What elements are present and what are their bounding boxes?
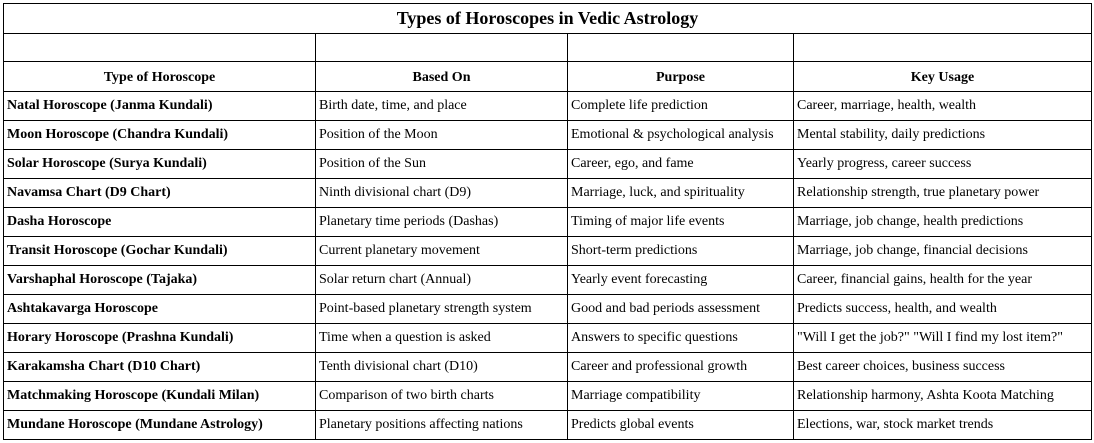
type-cell: Solar Horoscope (Surya Kundali)	[4, 150, 316, 179]
type-cell: Karakamsha Chart (D10 Chart)	[4, 353, 316, 382]
key-usage-cell: Marriage, job change, financial decisions	[794, 237, 1092, 266]
key-usage-cell: Predicts success, health, and wealth	[794, 295, 1092, 324]
purpose-cell: Marriage compatibility	[568, 382, 794, 411]
key-usage-cell: Relationship harmony, Ashta Koota Matching	[794, 382, 1092, 411]
table-row	[4, 92, 1092, 121]
key-usage-cell: Yearly progress, career success	[794, 150, 1092, 179]
key-usage-cell: Elections, war, stock market trends	[794, 411, 1092, 440]
based-on-cell: Ninth divisional chart (D9)	[316, 179, 568, 208]
header-type-of-horoscope: Type of Horoscope	[4, 62, 316, 92]
blank-cell	[568, 34, 794, 62]
header-purpose: Purpose	[568, 62, 794, 92]
title-row	[4, 4, 1092, 34]
type-cell: Dasha Horoscope	[4, 208, 316, 237]
based-on-cell: Time when a question is asked	[316, 324, 568, 353]
purpose-cell: Marriage, luck, and spirituality	[568, 179, 794, 208]
table-row	[4, 208, 1092, 237]
key-usage-cell: Relationship strength, true planetary power	[794, 179, 1092, 208]
purpose-cell: Short-term predictions	[568, 237, 794, 266]
purpose-cell: Timing of major life events	[568, 208, 794, 237]
header-row	[4, 62, 1092, 92]
table-row	[4, 179, 1092, 208]
type-cell: Mundane Horoscope (Mundane Astrology)	[4, 411, 316, 440]
table-row	[4, 324, 1092, 353]
table-row	[4, 266, 1092, 295]
type-cell: Varshaphal Horoscope (Tajaka)	[4, 266, 316, 295]
header-key-usage: Key Usage	[794, 62, 1092, 92]
table-row	[4, 150, 1092, 179]
type-cell: Navamsa Chart (D9 Chart)	[4, 179, 316, 208]
blank-cell	[794, 34, 1092, 62]
key-usage-cell: Marriage, job change, health predictions	[794, 208, 1092, 237]
purpose-cell: Good and bad periods assessment	[568, 295, 794, 324]
type-cell: Horary Horoscope (Prashna Kundali)	[4, 324, 316, 353]
blank-cell	[4, 34, 316, 62]
type-cell: Ashtakavarga Horoscope	[4, 295, 316, 324]
key-usage-cell: Best career choices, business success	[794, 353, 1092, 382]
table-row	[4, 295, 1092, 324]
table-title: Types of Horoscopes in Vedic Astrology	[4, 4, 1092, 34]
type-cell: Natal Horoscope (Janma Kundali)	[4, 92, 316, 121]
purpose-cell: Yearly event forecasting	[568, 266, 794, 295]
purpose-cell: Career and professional growth	[568, 353, 794, 382]
blank-cell	[316, 34, 568, 62]
table-row	[4, 353, 1092, 382]
type-cell: Transit Horoscope (Gochar Kundali)	[4, 237, 316, 266]
type-cell: Matchmaking Horoscope (Kundali Milan)	[4, 382, 316, 411]
purpose-cell: Career, ego, and fame	[568, 150, 794, 179]
based-on-cell: Tenth divisional chart (D10)	[316, 353, 568, 382]
based-on-cell: Point-based planetary strength system	[316, 295, 568, 324]
table-row	[4, 237, 1092, 266]
table-row	[4, 411, 1092, 440]
type-cell: Moon Horoscope (Chandra Kundali)	[4, 121, 316, 150]
horoscope-table-container	[3, 3, 1092, 440]
key-usage-cell: Mental stability, daily predictions	[794, 121, 1092, 150]
based-on-cell: Planetary positions affecting nations	[316, 411, 568, 440]
table-row	[4, 382, 1092, 411]
purpose-cell: Answers to specific questions	[568, 324, 794, 353]
based-on-cell: Planetary time periods (Dashas)	[316, 208, 568, 237]
horoscope-table	[3, 3, 1092, 440]
purpose-cell: Predicts global events	[568, 411, 794, 440]
purpose-cell: Emotional & psychological analysis	[568, 121, 794, 150]
purpose-cell: Complete life prediction	[568, 92, 794, 121]
key-usage-cell: Career, marriage, health, wealth	[794, 92, 1092, 121]
header-based-on: Based On	[316, 62, 568, 92]
key-usage-cell: Career, financial gains, health for the year	[794, 266, 1092, 295]
based-on-cell: Comparison of two birth charts	[316, 382, 568, 411]
blank-row	[4, 34, 1092, 62]
based-on-cell: Current planetary movement	[316, 237, 568, 266]
based-on-cell: Birth date, time, and place	[316, 92, 568, 121]
based-on-cell: Position of the Moon	[316, 121, 568, 150]
table-row	[4, 121, 1092, 150]
key-usage-cell: "Will I get the job?" "Will I find my lost item?"	[794, 324, 1092, 353]
based-on-cell: Position of the Sun	[316, 150, 568, 179]
based-on-cell: Solar return chart (Annual)	[316, 266, 568, 295]
